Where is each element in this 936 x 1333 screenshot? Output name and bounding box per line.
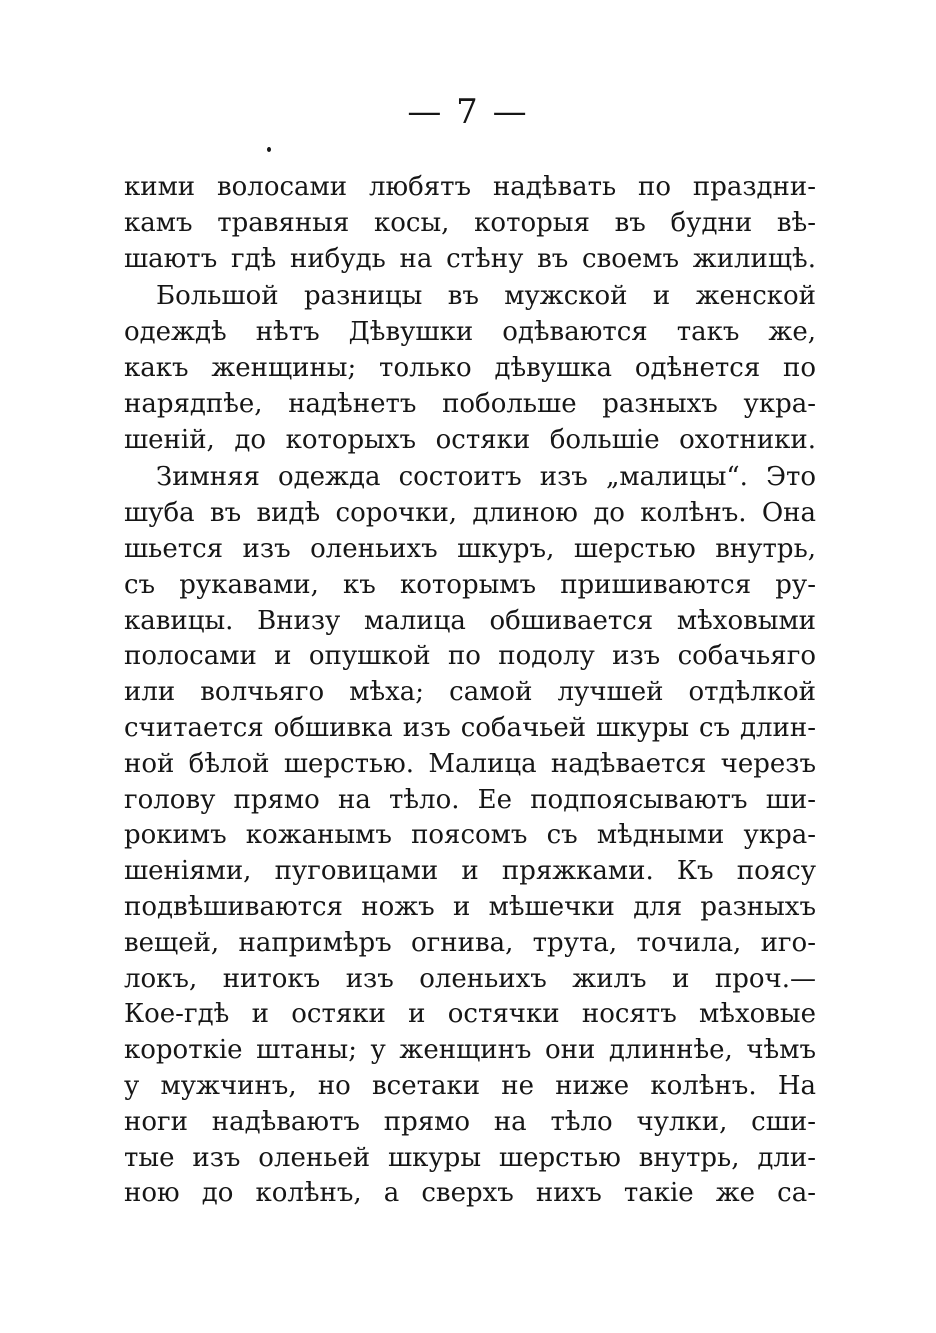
text-line: нарядпѣе, надѣнетъ побольше разныхъ укра- [124, 388, 816, 419]
text-line: кавицы. Внизу малица обшивается мѣховыми [124, 605, 816, 636]
text-line: локъ, нитокъ изъ оленьихъ жилъ и проч.— [124, 963, 816, 994]
text-line: Кое-гдѣ и остяки и остячки носятъ мѣховые [124, 999, 816, 1030]
text-line: ноги надѣваютъ прямо на тѣло чулки, сши- [124, 1106, 816, 1137]
page-number: — 7 — [407, 92, 529, 132]
text-line: шуба въ видѣ сорочки, длиною до колѣнъ. Она [124, 498, 816, 529]
text-line: вещей, напримѣръ огнива, трута, точила, иго- [124, 927, 816, 958]
text-line: какъ женщины; только дѣвушка одѣнется по [124, 352, 816, 383]
text-line: шеній, до которыхъ остяки большіе охотники. [124, 424, 816, 455]
text-line: съ рукавами, къ которымъ пришиваются ру- [124, 569, 816, 600]
text-line: камъ травяныя косы, которыя въ будни вѣ- [124, 207, 816, 238]
text-line: шаютъ гдѣ нибудь на стѣну въ своемъ жилищѣ. [124, 243, 816, 274]
text-line: или волчьяго мѣха; самой лучшей отдѣлкой [124, 677, 816, 708]
text-line: Большой разницы въ мужской и женской [156, 281, 816, 312]
text-line: одеждѣ нѣтъ Дѣвушки одѣваются такъ же, [124, 317, 816, 348]
text-line: Зимняя одежда состоитъ изъ „малицы“. Это [156, 462, 816, 493]
text-line: ною до колѣнъ, а сверхъ нихъ такіе же са- [124, 1178, 816, 1209]
text-line: рокимъ кожанымъ поясомъ съ мѣдными укра- [124, 820, 816, 851]
ink-speck [267, 147, 271, 152]
text-line: подвѣшиваются ножъ и мѣшечки для разныхъ [124, 891, 816, 922]
text-line: кими волосами любятъ надѣвать по праздни- [124, 172, 816, 202]
text-line: шеніями, пуговицами и пряжками. Къ поясу [124, 856, 816, 887]
text-line: короткіе штаны; у женщинъ они длиннѣе, чѣмъ [124, 1035, 816, 1066]
text-line: голову прямо на тѣло. Ее подпоясываютъ ши- [124, 784, 816, 815]
text-line: тые изъ оленьей шкуры шерстью внутрь, дли- [124, 1142, 816, 1173]
text-line: считается обшивка изъ собачьей шкуры съ длин- [124, 712, 816, 743]
body-text [124, 170, 816, 1212]
text-line: шьется изъ оленьихъ шкуръ, шерстью внутрь, [124, 533, 816, 564]
text-line: полосами и опушкой по подолу изъ собачьяго [124, 641, 816, 672]
text-line: у мужчинъ, но всетаки не ниже колѣнъ. На [124, 1070, 816, 1101]
text-line: ной бѣлой шерстью. Малица надѣвается черезъ [124, 748, 816, 779]
